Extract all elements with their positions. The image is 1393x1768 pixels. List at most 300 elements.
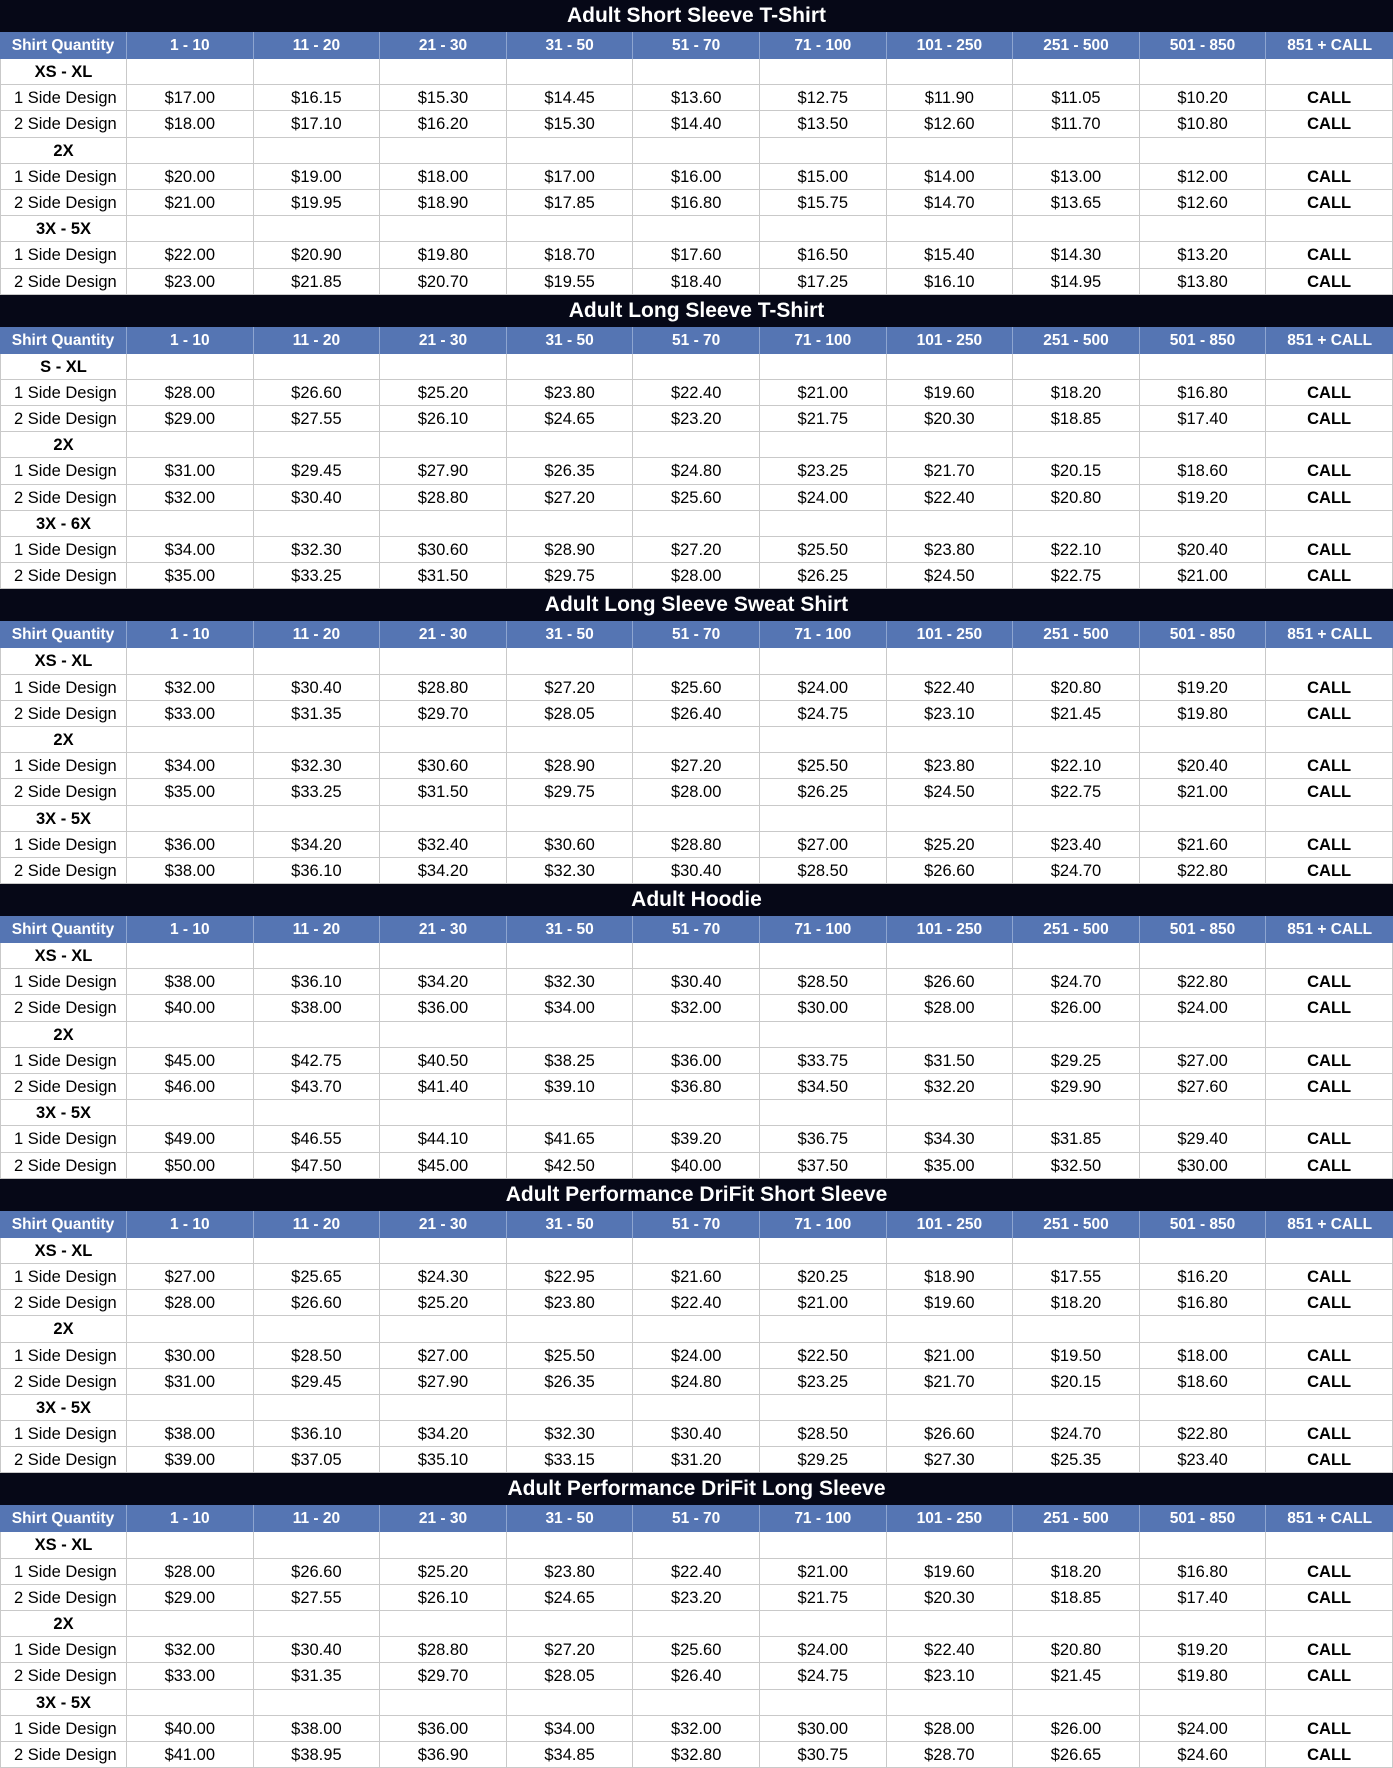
price-cell: $18.00 [127, 111, 254, 136]
price-cell: $21.00 [760, 1559, 887, 1584]
price-cell: $31.50 [380, 779, 507, 804]
empty-cell [760, 648, 887, 673]
section-title: Adult Short Sleeve T-Shirt [0, 0, 1393, 32]
price-cell: $36.00 [380, 1716, 507, 1741]
price-cell: $19.20 [1140, 675, 1267, 700]
size-label: 2X [0, 1611, 127, 1636]
empty-cell [127, 432, 254, 457]
price-cell: $47.50 [254, 1153, 381, 1178]
size-group-row [0, 1238, 1393, 1264]
call-cell: CALL [1266, 832, 1393, 857]
price-cell: $23.20 [633, 1585, 760, 1610]
design-label: 1 Side Design [0, 753, 127, 778]
empty-cell [127, 1690, 254, 1715]
empty-cell [1266, 1316, 1393, 1341]
empty-cell [254, 354, 381, 379]
price-cell: $21.75 [760, 1585, 887, 1610]
design-label: 1 Side Design [0, 1264, 127, 1289]
empty-cell [1013, 1690, 1140, 1715]
empty-cell [1266, 59, 1393, 84]
price-cell: $36.75 [760, 1126, 887, 1151]
header-quantity-tier: 251 - 500 [1013, 1211, 1140, 1238]
design-label: 2 Side Design [0, 1447, 127, 1472]
empty-cell [380, 648, 507, 673]
header-quantity-tier: 851 + CALL [1287, 331, 1373, 349]
header-quantity-tier: 851 + CALL [1287, 921, 1373, 939]
empty-cell [254, 1690, 381, 1715]
call-cell: CALL [1266, 1126, 1393, 1151]
empty-cell [633, 432, 760, 457]
price-cell: $32.50 [1013, 1153, 1140, 1178]
empty-cell [127, 59, 254, 84]
price-cell: $28.70 [887, 1742, 1014, 1767]
header-quantity-tier: 501 - 850 [1140, 1505, 1267, 1532]
call-cell: CALL [1266, 269, 1393, 294]
price-row [0, 269, 1393, 295]
call-cell: CALL [1266, 1663, 1393, 1688]
price-cell: $16.80 [1140, 1559, 1267, 1584]
empty-cell [760, 216, 887, 241]
price-cell: $16.80 [1140, 1290, 1267, 1315]
price-cell: $23.80 [507, 1290, 634, 1315]
price-row [0, 1153, 1393, 1179]
price-cell: $33.00 [127, 1663, 254, 1688]
price-cell: $23.10 [887, 1663, 1014, 1688]
design-label: 2 Side Design [0, 1153, 127, 1178]
price-cell: $40.00 [127, 1716, 254, 1741]
header-quantity-tier: 1 - 10 [127, 32, 254, 59]
pricing-section [0, 589, 1393, 884]
price-row [0, 832, 1393, 858]
price-cell: $30.40 [633, 969, 760, 994]
price-cell: $41.00 [127, 1742, 254, 1767]
price-row [0, 537, 1393, 563]
size-group-row [0, 806, 1393, 832]
price-cell: $18.85 [1013, 406, 1140, 431]
design-label: 2 Side Design [0, 1074, 127, 1099]
price-cell: $17.00 [127, 85, 254, 110]
price-cell: $29.45 [254, 1369, 381, 1394]
pricing-section [0, 295, 1393, 590]
price-cell: $28.00 [887, 995, 1014, 1020]
call-cell: CALL [1266, 1369, 1393, 1394]
price-row [0, 458, 1393, 484]
price-cell: $30.00 [127, 1343, 254, 1368]
price-cell: $38.95 [254, 1742, 381, 1767]
price-cell: $16.15 [254, 85, 381, 110]
header-quantity-tier: 31 - 50 [507, 621, 634, 648]
empty-cell [760, 1611, 887, 1636]
header-quantity-tier: 71 - 100 [760, 32, 887, 59]
price-cell: $37.50 [760, 1153, 887, 1178]
price-cell: $26.25 [760, 779, 887, 804]
call-cell: CALL [1266, 485, 1393, 510]
price-cell: $34.20 [380, 1421, 507, 1446]
empty-cell [760, 511, 887, 536]
empty-cell [1140, 216, 1267, 241]
empty-cell [507, 1316, 634, 1341]
price-cell: $15.40 [887, 242, 1014, 267]
empty-cell [254, 432, 381, 457]
header-quantity-tier: 21 - 30 [380, 1505, 507, 1532]
empty-cell [1013, 138, 1140, 163]
empty-cell [127, 1395, 254, 1420]
section-title: Adult Hoodie [0, 884, 1393, 916]
empty-cell [760, 432, 887, 457]
empty-cell [633, 138, 760, 163]
price-cell: $17.55 [1013, 1264, 1140, 1289]
price-cell: $31.35 [254, 701, 381, 726]
price-cell: $22.80 [1140, 969, 1267, 994]
empty-cell [127, 1532, 254, 1557]
price-cell: $15.30 [380, 85, 507, 110]
price-cell: $29.00 [127, 406, 254, 431]
price-cell: $17.85 [507, 190, 634, 215]
empty-cell [1013, 943, 1140, 968]
empty-cell [1266, 806, 1393, 831]
header-quantity-tier: 1 - 10 [127, 1505, 254, 1532]
call-cell: CALL [1266, 190, 1393, 215]
price-cell: $33.15 [507, 1447, 634, 1472]
header-quantity-tier: 11 - 20 [254, 327, 381, 354]
header-quantity-tier: 31 - 50 [507, 327, 634, 354]
empty-cell [633, 1395, 760, 1420]
price-cell: $13.65 [1013, 190, 1140, 215]
price-cell: $21.00 [887, 1343, 1014, 1368]
empty-cell [1140, 1690, 1267, 1715]
price-cell: $28.50 [760, 1421, 887, 1446]
design-label: 1 Side Design [0, 1716, 127, 1741]
empty-cell [1266, 1690, 1393, 1715]
price-cell: $18.20 [1013, 380, 1140, 405]
price-cell: $34.00 [507, 995, 634, 1020]
call-cell: CALL [1266, 1343, 1393, 1368]
price-cell: $10.80 [1140, 111, 1267, 136]
price-cell: $23.80 [887, 537, 1014, 562]
price-cell: $37.05 [254, 1447, 381, 1472]
price-cell: $44.10 [380, 1126, 507, 1151]
pricing-section [0, 0, 1393, 295]
price-cell: $31.00 [127, 458, 254, 483]
design-label: 2 Side Design [0, 995, 127, 1020]
price-cell: $30.75 [760, 1742, 887, 1767]
price-cell: $24.00 [633, 1343, 760, 1368]
price-cell: $36.00 [380, 995, 507, 1020]
price-cell: $24.00 [1140, 995, 1267, 1020]
price-cell: $20.40 [1140, 537, 1267, 562]
empty-cell [633, 1100, 760, 1125]
call-cell: CALL [1266, 1559, 1393, 1584]
empty-cell [380, 1022, 507, 1047]
design-label: 1 Side Design [0, 1343, 127, 1368]
empty-cell [1140, 138, 1267, 163]
empty-cell [1266, 1395, 1393, 1420]
empty-cell [507, 1532, 634, 1557]
empty-cell [1140, 727, 1267, 752]
price-cell: $29.75 [507, 563, 634, 588]
price-cell: $38.00 [127, 969, 254, 994]
empty-cell [127, 354, 254, 379]
price-cell: $24.70 [1013, 969, 1140, 994]
price-cell: $22.75 [1013, 779, 1140, 804]
call-cell: CALL [1266, 458, 1393, 483]
empty-cell [1266, 354, 1393, 379]
price-cell: $13.00 [1013, 164, 1140, 189]
price-cell: $28.00 [127, 380, 254, 405]
header-quantity-tier: 71 - 100 [760, 916, 887, 943]
empty-cell [633, 1690, 760, 1715]
price-cell: $36.10 [254, 969, 381, 994]
price-cell: $32.40 [380, 832, 507, 857]
size-group-row [0, 432, 1393, 458]
empty-cell [633, 943, 760, 968]
price-cell: $27.00 [760, 832, 887, 857]
empty-cell [760, 1238, 887, 1263]
empty-cell [254, 1316, 381, 1341]
price-row [0, 1421, 1393, 1447]
price-cell: $17.40 [1140, 406, 1267, 431]
price-cell: $21.00 [1140, 779, 1267, 804]
price-cell: $22.40 [633, 1559, 760, 1584]
size-group-row [0, 1100, 1393, 1126]
price-cell: $29.25 [760, 1447, 887, 1472]
empty-cell [127, 943, 254, 968]
header-quantity-tier: 501 - 850 [1140, 1211, 1267, 1238]
empty-cell [1140, 1611, 1267, 1636]
price-cell: $25.60 [633, 675, 760, 700]
header-quantity-tier: 101 - 250 [887, 1505, 1014, 1532]
price-cell: $24.65 [507, 406, 634, 431]
header-shirt-quantity: Shirt Quantity [0, 1211, 127, 1238]
empty-cell [887, 1100, 1014, 1125]
empty-cell [760, 727, 887, 752]
empty-cell [127, 727, 254, 752]
empty-cell [887, 1316, 1014, 1341]
empty-cell [1266, 727, 1393, 752]
size-label: 2X [0, 138, 127, 163]
price-cell: $28.80 [380, 675, 507, 700]
price-row [0, 1742, 1393, 1768]
header-shirt-quantity: Shirt Quantity [0, 916, 127, 943]
price-cell: $24.00 [760, 1637, 887, 1662]
empty-cell [507, 59, 634, 84]
header-shirt-quantity: Shirt Quantity [0, 1505, 127, 1532]
call-cell: CALL [1266, 85, 1393, 110]
empty-cell [887, 806, 1014, 831]
price-cell: $18.00 [380, 164, 507, 189]
empty-cell [887, 943, 1014, 968]
price-cell: $21.00 [1140, 563, 1267, 588]
price-cell: $32.30 [507, 969, 634, 994]
empty-cell [760, 806, 887, 831]
header-quantity-tier: 51 - 70 [633, 1211, 760, 1238]
price-cell: $12.00 [1140, 164, 1267, 189]
price-cell: $33.25 [254, 563, 381, 588]
empty-cell [633, 648, 760, 673]
empty-cell [1013, 216, 1140, 241]
empty-cell [760, 1395, 887, 1420]
price-cell: $14.30 [1013, 242, 1140, 267]
empty-cell [887, 138, 1014, 163]
price-cell: $31.50 [887, 1048, 1014, 1073]
price-cell: $30.40 [633, 858, 760, 883]
empty-cell [633, 216, 760, 241]
size-label: 2X [0, 727, 127, 752]
price-row [0, 380, 1393, 406]
empty-cell [254, 1395, 381, 1420]
empty-cell [1266, 432, 1393, 457]
price-cell: $23.25 [760, 1369, 887, 1394]
price-cell: $24.00 [760, 675, 887, 700]
price-cell: $24.00 [760, 485, 887, 510]
empty-cell [380, 943, 507, 968]
call-cell: CALL [1266, 753, 1393, 778]
empty-cell [887, 432, 1014, 457]
empty-cell [1266, 943, 1393, 968]
price-cell: $32.20 [887, 1074, 1014, 1099]
empty-cell [127, 1022, 254, 1047]
empty-cell [887, 1395, 1014, 1420]
price-cell: $26.40 [633, 1663, 760, 1688]
price-cell: $20.00 [127, 164, 254, 189]
price-cell: $31.35 [254, 1663, 381, 1688]
empty-cell [1140, 648, 1267, 673]
price-cell: $29.90 [1013, 1074, 1140, 1099]
call-cell: CALL [1266, 675, 1393, 700]
price-cell: $26.40 [633, 701, 760, 726]
price-cell: $11.90 [887, 85, 1014, 110]
empty-cell [1140, 432, 1267, 457]
price-cell: $27.20 [633, 537, 760, 562]
empty-cell [254, 1238, 381, 1263]
call-cell: CALL [1266, 1716, 1393, 1741]
header-quantity-tier: 51 - 70 [633, 327, 760, 354]
design-label: 1 Side Design [0, 242, 127, 267]
price-cell: $17.10 [254, 111, 381, 136]
empty-cell [1266, 1532, 1393, 1557]
price-cell: $21.00 [760, 380, 887, 405]
price-cell: $22.10 [1013, 537, 1140, 562]
empty-cell [380, 1611, 507, 1636]
price-row [0, 995, 1393, 1021]
empty-cell [1013, 1238, 1140, 1263]
design-label: 2 Side Design [0, 190, 127, 215]
call-cell: CALL [1266, 1585, 1393, 1610]
price-cell: $17.00 [507, 164, 634, 189]
price-cell: $23.80 [507, 1559, 634, 1584]
price-cell: $28.00 [127, 1290, 254, 1315]
price-cell: $23.10 [887, 701, 1014, 726]
empty-cell [380, 511, 507, 536]
design-label: 2 Side Design [0, 269, 127, 294]
price-cell: $35.00 [127, 779, 254, 804]
header-quantity-tier: 31 - 50 [507, 1505, 634, 1532]
empty-cell [380, 216, 507, 241]
quantity-header-row [0, 916, 1393, 943]
empty-cell [507, 432, 634, 457]
empty-cell [1266, 1238, 1393, 1263]
call-cell: CALL [1266, 995, 1393, 1020]
price-cell: $22.00 [127, 242, 254, 267]
price-cell: $30.40 [254, 675, 381, 700]
quantity-header-row [0, 621, 1393, 648]
price-cell: $36.00 [127, 832, 254, 857]
empty-cell [887, 1532, 1014, 1557]
price-cell: $27.90 [380, 458, 507, 483]
call-cell: CALL [1266, 701, 1393, 726]
empty-cell [127, 1611, 254, 1636]
price-cell: $20.30 [887, 406, 1014, 431]
call-cell: CALL [1266, 1742, 1393, 1767]
price-cell: $29.00 [127, 1585, 254, 1610]
empty-cell [380, 1395, 507, 1420]
call-cell: CALL [1266, 111, 1393, 136]
price-cell: $38.25 [507, 1048, 634, 1073]
price-cell: $32.00 [127, 485, 254, 510]
price-cell: $28.80 [380, 1637, 507, 1662]
design-label: 2 Side Design [0, 406, 127, 431]
price-cell: $30.00 [760, 1716, 887, 1741]
price-cell: $32.30 [507, 1421, 634, 1446]
header-quantity-tier: 51 - 70 [633, 1505, 760, 1532]
empty-cell [254, 943, 381, 968]
price-cell: $25.60 [633, 1637, 760, 1662]
price-cell: $30.00 [760, 995, 887, 1020]
price-cell: $33.75 [760, 1048, 887, 1073]
header-quantity-tier: 1 - 10 [127, 327, 254, 354]
pricing-section [0, 1473, 1393, 1768]
empty-cell [887, 1238, 1014, 1263]
price-cell: $21.85 [254, 269, 381, 294]
design-label: 1 Side Design [0, 164, 127, 189]
price-cell: $39.10 [507, 1074, 634, 1099]
price-cell: $26.10 [380, 1585, 507, 1610]
price-cell: $28.00 [127, 1559, 254, 1584]
pricing-section [0, 1179, 1393, 1474]
header-quantity-tier: 31 - 50 [507, 916, 634, 943]
price-cell: $20.80 [1013, 485, 1140, 510]
price-row [0, 858, 1393, 884]
price-cell: $32.80 [633, 1742, 760, 1767]
size-label: XS - XL [0, 1532, 127, 1557]
design-label: 1 Side Design [0, 1637, 127, 1662]
price-cell: $18.85 [1013, 1585, 1140, 1610]
price-cell: $19.20 [1140, 1637, 1267, 1662]
price-cell: $36.10 [254, 1421, 381, 1446]
empty-cell [1266, 1022, 1393, 1047]
empty-cell [507, 1100, 634, 1125]
price-cell: $13.20 [1140, 242, 1267, 267]
size-group-row [0, 1395, 1393, 1421]
price-cell: $43.70 [254, 1074, 381, 1099]
price-cell: $35.10 [380, 1447, 507, 1472]
empty-cell [507, 354, 634, 379]
empty-cell [633, 1022, 760, 1047]
header-quantity-tier: 71 - 100 [760, 621, 887, 648]
price-cell: $24.50 [887, 779, 1014, 804]
header-quantity-tier: 51 - 70 [633, 32, 760, 59]
price-cell: $12.60 [1140, 190, 1267, 215]
empty-cell [1140, 1100, 1267, 1125]
price-row [0, 85, 1393, 111]
header-quantity-tier: 71 - 100 [760, 327, 887, 354]
call-cell: CALL [1266, 1074, 1393, 1099]
price-cell: $32.30 [254, 537, 381, 562]
price-row [0, 190, 1393, 216]
empty-cell [254, 648, 381, 673]
size-label: 3X - 5X [0, 1100, 127, 1125]
price-cell: $22.40 [633, 380, 760, 405]
